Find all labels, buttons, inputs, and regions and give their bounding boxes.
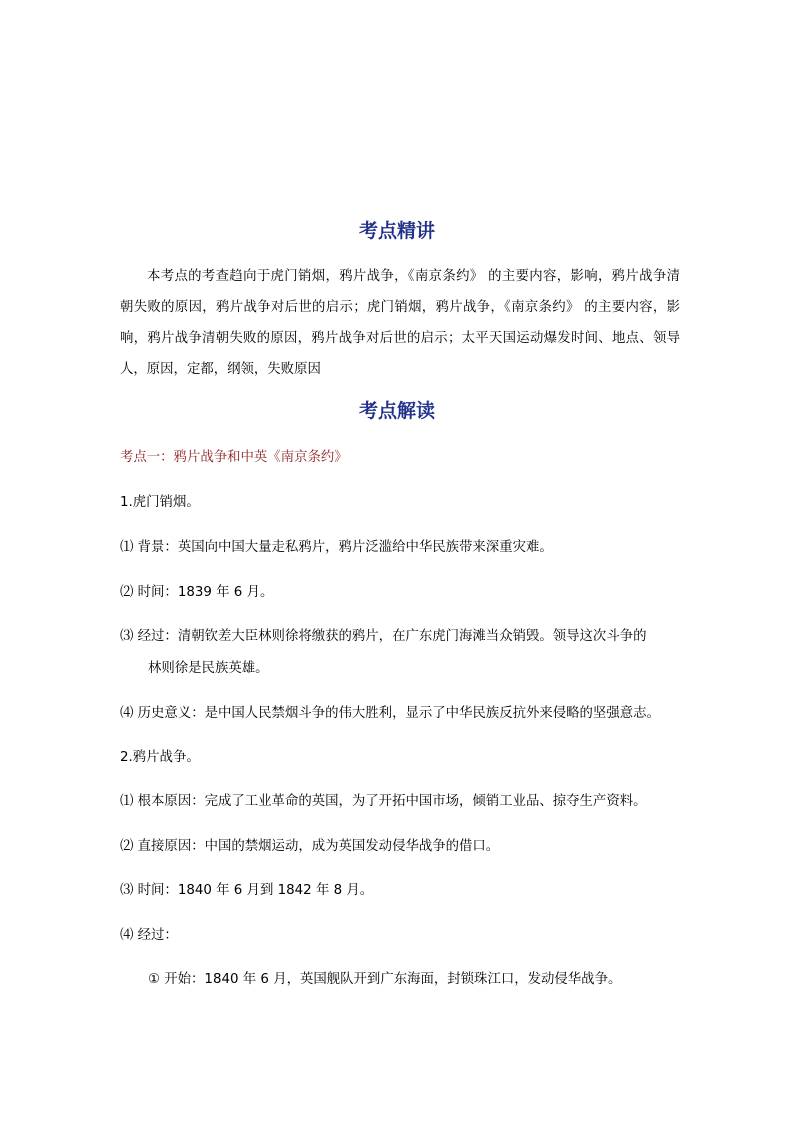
intro-paragraph: 本考点的考查趋向于虎门销烟，鸦片战争，《南京条约》 的主要内容，影响，鸦片战争清朝失败的原因，鸦片战争对后世的启示；虎门销烟，鸦片战争，《南京条约》 的主要内容，影响，鸦片战争清朝失败的原因，鸦片战争对后世的启示；太平天国运动爆发时间、地点、领导人，原因，定都，纲领，失败原因 xyxy=(120,269,680,377)
item-war-root-cause: ⑴ 根本原因：完成了工业革命的英国，为了开拓中国市场，倾销工业品、掠夺生产资料。 xyxy=(120,794,647,809)
item-humen-significance: ⑷ 历史意义：是中国人民禁烟斗争的伟大胜利，显示了中华民族反抗外来侵略的坚强意志。 xyxy=(120,706,660,721)
item-humen: 1.虎门销烟。 xyxy=(120,495,200,510)
item-war-start: ① 开始：1840 年 6 月，英国舰队开到广东海面，封锁珠江口，发动侵华战争。 xyxy=(148,972,622,987)
item-humen-background: ⑴ 背景：英国向中国大量走私鸦片，鸦片泛滥给中华民族带来深重灾难。 xyxy=(120,540,553,555)
item-war-time: ⑶ 时间：1840 年 6 月到 1842 年 8 月。 xyxy=(120,883,374,898)
section-title-jiedu: 考点解读 xyxy=(358,400,435,422)
item-war-process: ⑷ 经过： xyxy=(120,928,178,943)
item-opium-war: 2.鸦片战争。 xyxy=(120,750,200,765)
item-humen-process-cont: 林则徐是民族英雄。 xyxy=(148,661,269,676)
item-humen-time: ⑵ 时间：1839 年 6 月。 xyxy=(120,585,274,600)
section-title-jingjiang: 考点精讲 xyxy=(358,220,435,242)
item-war-direct-cause: ⑵ 直接原因：中国的禁烟运动，成为英国发动侵华战争的借口。 xyxy=(120,839,500,854)
item-humen-process: ⑶ 经过：清朝钦差大臣林则徐将缴获的鸦片，在广东虎门海滩当众销毁。领导这次斗争的 xyxy=(120,629,647,644)
kaodian-one-heading: 考点一：鸦片战争和中英《南京条约》 xyxy=(120,450,348,465)
